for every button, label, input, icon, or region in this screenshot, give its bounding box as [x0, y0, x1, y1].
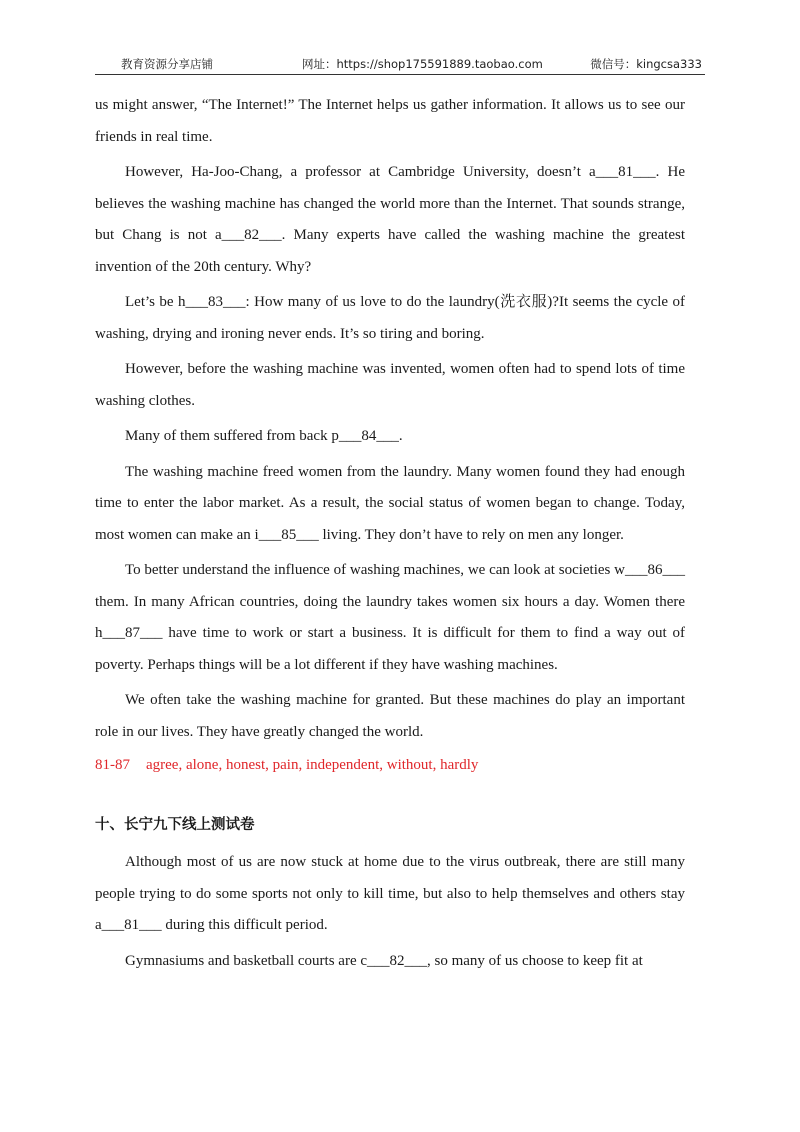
header-divider	[95, 74, 705, 75]
header-shop-name: 教育资源分享店铺	[121, 57, 213, 71]
section-title: 十、长宁九下线上测试卷	[95, 816, 255, 833]
paragraph: However, before the washing machine was invented, women often had to spend lots of time washing clothes.	[95, 361, 685, 409]
paragraph: Although most of us are now stuck at home due to the virus outbreak, there are still many people trying to do some sports not only to kill time, but also to help themselves and others stay a___81___ during this difficult period.	[95, 854, 685, 933]
answer-range: 81-87	[95, 757, 130, 773]
paragraph: The washing machine freed women from the laundry. Many women found they had enough time to enter the labor market. As a result, the social status of women began to change. Today, most women can make an i___85___ living. They don’t have to rely on men any longer.	[95, 463, 685, 543]
document-body	[95, 90, 685, 981]
answer-words: agree, alone, honest, pain, independent, without, hardly	[146, 757, 479, 773]
paragraph: Let’s be h___83___: How many of us love to do the laundry(洗衣服)?It seems the cycle of washing, drying and ironing never ends. It’s so tiring and boring.	[95, 294, 685, 342]
answer-key	[95, 750, 685, 782]
paragraph: Many of them suffered from back p___84___.	[125, 428, 403, 444]
paragraph: However, Ha-Joo-Chang, a professor at Cambridge University, doesn’t a___81___. He believes the washing machine has changed the world more than the Internet. That sounds strange, but Chang is not a___82___. Many experts have called the washing machine the greatest invention of the 20th century. Why?	[95, 164, 685, 275]
paragraph: We often take the washing machine for granted. But these machines do play an important role in our lives. They have greatly changed the world.	[95, 692, 685, 740]
paragraph: Gymnasiums and basketball courts are c___82___, so many of us choose to keep fit at	[125, 952, 643, 969]
paragraph: us might answer, “The Internet!” The Internet helps us gather information. It allows us to see our friends in real time.	[95, 97, 685, 145]
paragraph: To better understand the influence of washing machines, we can look at societies w___86___ them. In many African countries, doing the laundry takes women six hours a day. Women there h___87___ have time to work or start a business. It is difficult for them to find a way out of poverty. Perhaps things will be a lot different if they have washing machines.	[95, 562, 685, 673]
header-url: 网址：https://shop175591889.taobao.com	[302, 57, 543, 71]
header-wechat: 微信号：kingcsa333	[590, 57, 702, 71]
page-header	[95, 56, 705, 76]
